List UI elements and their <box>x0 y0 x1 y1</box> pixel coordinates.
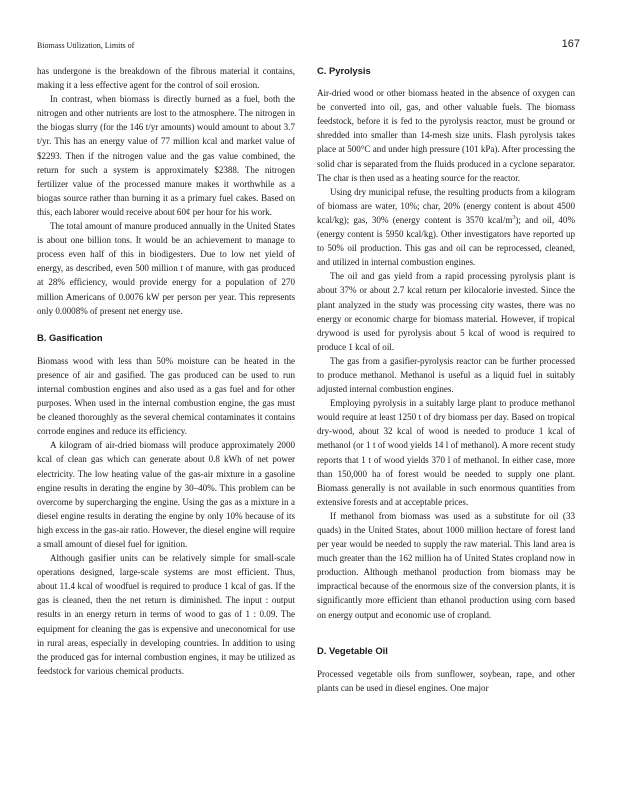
section-heading-vegetable-oil: D. Vegetable Oil <box>317 644 388 656</box>
text-span: ); and oil, 40% (energy content is 5950 kcal/kg). Other investigators have reported up to 50% oil production. This gas and oil can be reprocessed, cleaned, and utilized in internal combustion engines. <box>317 214 575 268</box>
right-column <box>317 64 575 695</box>
text-span: Using dry municipal refuse, the resulting products from a kilogram of biomass are water, 10%; char, 20% (energy content is about 4500 kcal/kg); gas, 30% (energy content is 3570 kcal/m <box>317 186 575 225</box>
paragraph: The total amount of manure produced annually in the United States is about one billion tons. It would be an achievement to manage to process even half of this in biodigesters. Due to low net yield of energy, as described, even 500 million t of manure, with gas produced at 28% efficiency, would provide energy for a population of 270 million Americans of 0.0076 kW per person per year. This represents only 0.0008% of present net energy use. <box>37 221 295 316</box>
paragraph: The oil and gas yield from a rapid processing pyrolysis plant is about 37% or about 2.7 kcal return per kilocalorie invested. Since the plant analyzed in the study was processing city wastes, there was no energy or economic charge for biomass material. However, if tropical drywood is used for pyrolysis about 5 kcal of wood is required to produce 1 kcal of oil. <box>317 271 575 352</box>
paragraph: Employing pyrolysis in a suitably large plant to produce methanol would require at least 1250 t of dry biomass per day. Based on tropical dry-wood, about 32 kcal of wood is needed to produce 1 kcal of methanol (or 1 t of wood yields 14 l of methanol). A more recent study reports that 1 t of wood yields 370 l of methanol. In either case, more than 150,000 ha of forest would be needed to supply one plant. Biomass generally is not available in such enormous quantities from extensive forests and at acceptable prices. <box>317 398 575 507</box>
paragraph: If methanol from biomass was used as a substitute for oil (33 quads) in the United States, about 1000 million hectare of forest land per year would be needed to supply the raw material. This land area is much greater than the 162 million ha of United States cropland now in production. Although methanol production from biomass may be impractical because of the enormous size of the conversion plants, it is significantly more efficient than ethanol production using corn based on energy output and economic use of cropland. <box>317 510 575 620</box>
paragraph: Biomass wood with less than 50% moisture can be heated in the presence of air and gasified. The gas produced can be used to run internal combustion engines and also used as a gas fuel and for other purposes. When used in the internal combustion engine, the gas must be cleaned thoroughly as the several chemical contaminates it contains corrode engines and reduce its efficiency. <box>37 355 295 437</box>
paragraph <box>317 185 575 270</box>
left-column <box>37 64 295 678</box>
paragraph: has undergone is the breakdown of the fibrous material it contains, making it a less effective agent for the control of soil erosion. <box>37 66 295 91</box>
section-heading-pyrolysis: C. Pyrolysis <box>317 65 371 76</box>
paragraph: In contrast, when biomass is directly burned as a fuel, both the nitrogen and other nutrients are lost to the atmosphere. The nitrogen in the biogas slurry (for the 146 t/yr amounts) would amount to about 3.7 t/yr. This has an energy value of 77 million kcal and market value of $2293. Then if the nitrogen value and the gas value combined, the return for such a system is approximately $2388. The nitrogen fertilizer value of the processed manure makes it worthwhile as a biogas source rather than burning it as a primary fuel cakes. Based on this, each laborer would receive about 60¢ per hour for his work. <box>37 94 295 217</box>
page-number: 167 <box>561 38 580 50</box>
section-heading-gasification: B. Gasification <box>37 331 103 343</box>
running-title: Biomass Utilization, Limits of <box>37 41 135 50</box>
superscript: 3 <box>512 214 516 221</box>
paragraph: Processed vegetable oils from sunflower, soybean, rape, and other plants can be used in diesel engines. One major <box>317 668 575 693</box>
paragraph: A kilogram of air-dried biomass will produce approximately 2000 kcal of clean gas which can generate about 0.8 kWh of net power electricity. The low heating value of the gas-air mixture in a gasoline engine results in derating the engine by 30–40%. This problem can be overcome by supercharging the engine. Using the gas as a mixture in a diesel engine results in derating the engine by only 10% because of its high excess in the gas-air ratio. However, the diesel engine will require a small amount of diesel fuel for ignition. <box>37 440 295 549</box>
paragraph: The gas from a gasifier-pyrolysis reactor can be further processed to produce methanol. Methanol is useful as a liquid fuel in suitably adjusted internal combustion engines. <box>317 355 575 395</box>
paragraph: Although gasifier units can be relatively simple for small-scale operations designed, large-scale systems are most efficient. Thus, about 11.4 kcal of woodfuel is required to produce 1 kcal of gas. If the gas is cleaned, then the net return is diminished. The input : output results in an energy return in terms of wood to gas of 1 : 0.09. The equipment for cleaning the gas is expensive and uneconomical for use in rural areas, especially in developing countries. In addition to using the produced gas for internal combustion engines, it may be utilized as feedstock for various chemical products. <box>37 553 295 676</box>
paragraph: Air-dried wood or other biomass heated in the absence of oxygen can be converted into oil, gas, and other valuable fuels. The biomass feedstock, before it is fed to the pyrolysis reactor, must be ground or shredded into smaller than 14-mesh size units. Flash pyrolysis takes place at 500°C and under high pressure (101 kPa). After processing the solid char is separated from the fluids produced in a cyclone separator. The char is then used as a heating source for the reactor. <box>317 88 575 183</box>
running-header <box>37 40 580 54</box>
